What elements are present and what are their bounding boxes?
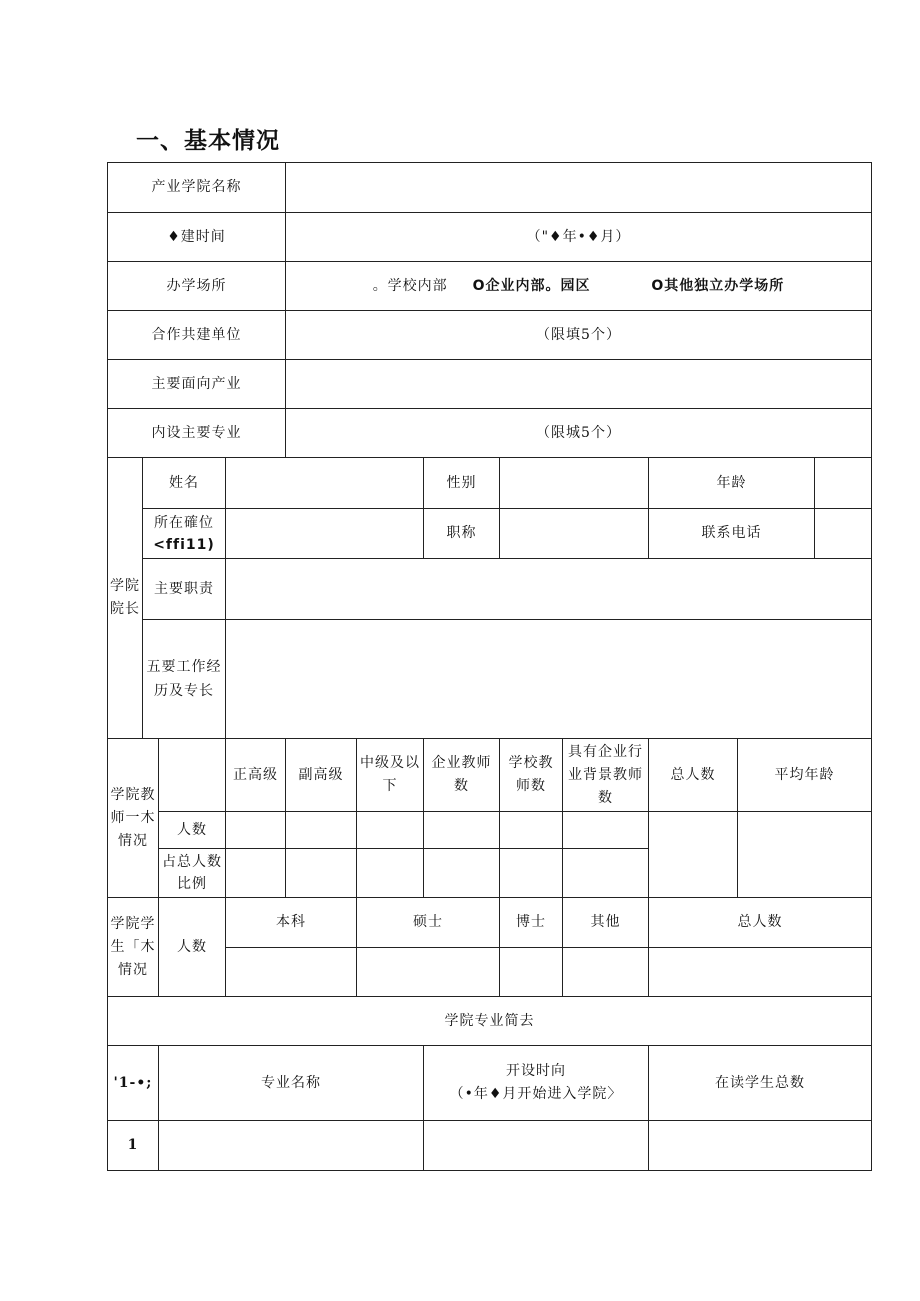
teachers-ratio-school[interactable]	[500, 849, 563, 898]
majors-row-students-field[interactable]	[649, 1121, 872, 1171]
venue-option-independent[interactable]: O其他独立办学场所	[651, 277, 785, 294]
partners-label: 合作共建单位	[108, 311, 286, 360]
teachers-ratio-industry-background[interactable]	[563, 849, 649, 898]
teachers-count-vice-senior[interactable]	[286, 812, 357, 849]
majors-row-index: 1	[108, 1121, 159, 1171]
venue-options[interactable]	[286, 262, 872, 311]
founded-hint: （"♦年•♦月）	[526, 228, 631, 245]
teachers-count-senior[interactable]	[226, 812, 286, 849]
majors-students-header: 在读学生总数	[649, 1046, 872, 1121]
students-header-doctor: 博士	[500, 898, 563, 948]
students-master-field[interactable]	[357, 948, 500, 997]
students-header-undergraduate: 本科	[226, 898, 357, 948]
students-header-master: 硕士	[357, 898, 500, 948]
students-other-field[interactable]	[563, 948, 649, 997]
majors-name-header: 专业名称	[159, 1046, 424, 1121]
students-total-field[interactable]	[649, 948, 872, 997]
teachers-total-field[interactable]	[649, 812, 738, 898]
basic-info-table	[107, 162, 872, 1171]
teachers-ratio-senior[interactable]	[226, 849, 286, 898]
page-heading: 一、基本情况	[136, 128, 280, 154]
teachers-section-label: 学院教师一木情况	[108, 739, 159, 898]
teachers-corner-cell	[159, 739, 226, 812]
founded-label: ♦建时间	[108, 213, 286, 262]
teachers-ratio-intermediate[interactable]	[357, 849, 424, 898]
majors-field[interactable]	[286, 409, 872, 458]
students-section-label: 学院学生「木情况	[108, 898, 159, 997]
teachers-header-enterprise: 企业教师数	[424, 739, 500, 812]
college-name-field[interactable]	[286, 163, 872, 213]
teachers-count-school[interactable]	[500, 812, 563, 849]
dean-title-label: 职称	[424, 509, 500, 559]
teachers-row-count-label: 人数	[159, 812, 226, 849]
majors-label: 内设主要专业	[108, 409, 286, 458]
teachers-ratio-vice-senior[interactable]	[286, 849, 357, 898]
founded-field[interactable]	[286, 213, 872, 262]
teachers-row-ratio-label: 占总人数比例	[159, 849, 226, 898]
majors-row-name-field[interactable]	[159, 1121, 424, 1171]
venue-option-enterprise[interactable]: O企业内部。园区	[472, 277, 591, 294]
dean-unit-label	[143, 509, 226, 559]
college-name-label: 产业学院名称	[108, 163, 286, 213]
majors-row-time-field[interactable]	[424, 1121, 649, 1171]
partners-hint: （限填5个）	[536, 326, 621, 343]
dean-name-field[interactable]	[226, 458, 424, 509]
majors-time-header	[424, 1046, 649, 1121]
dean-title-field[interactable]	[500, 509, 649, 559]
teachers-average-age-field[interactable]	[738, 812, 872, 898]
majors-hint: （限城5个）	[536, 424, 621, 441]
majors-time-header-line2: （•年♦月开始进入学院〉	[449, 1086, 623, 1102]
dean-age-label: 年龄	[649, 458, 815, 509]
teachers-header-average-age: 平均年龄	[738, 739, 872, 812]
teachers-header-intermediate: 中级及以下	[357, 739, 424, 812]
teachers-header-vice-senior: 副高级	[286, 739, 357, 812]
teachers-header-school: 学校教师数	[500, 739, 563, 812]
teachers-header-total: 总人数	[649, 739, 738, 812]
students-header-total: 总人数	[649, 898, 872, 948]
majors-time-header-line1: 开设时向	[506, 1063, 566, 1079]
teachers-count-intermediate[interactable]	[357, 812, 424, 849]
industry-field[interactable]	[286, 360, 872, 409]
dean-section-label: 学院院长	[108, 458, 143, 739]
teachers-header-industry-background: 具有企业行业背景教师数	[563, 739, 649, 812]
students-undergraduate-field[interactable]	[226, 948, 357, 997]
students-doctor-field[interactable]	[500, 948, 563, 997]
industry-label: 主要面向产业	[108, 360, 286, 409]
dean-unit-label-line2: <ffi11)	[153, 536, 215, 553]
teachers-count-enterprise[interactable]	[424, 812, 500, 849]
dean-duty-field[interactable]	[226, 559, 872, 620]
teachers-ratio-enterprise[interactable]	[424, 849, 500, 898]
teachers-header-senior: 正高级	[226, 739, 286, 812]
dean-experience-label: 五要工作经历及专长	[143, 620, 226, 739]
venue-label: 办学场所	[108, 262, 286, 311]
students-header-other: 其他	[563, 898, 649, 948]
dean-phone-field[interactable]	[815, 509, 872, 559]
majors-section-title: 学院专业简去	[108, 997, 872, 1046]
dean-unit-label-line1: 所在確位	[154, 514, 214, 531]
dean-unit-field[interactable]	[226, 509, 424, 559]
venue-option-school[interactable]: 。学校内部	[372, 277, 448, 294]
dean-gender-label: 性别	[424, 458, 500, 509]
majors-index-header: '1-•;	[108, 1046, 159, 1121]
dean-name-label: 姓名	[143, 458, 226, 509]
students-count-label: 人数	[159, 898, 226, 997]
dean-age-field[interactable]	[815, 458, 872, 509]
dean-experience-field[interactable]	[226, 620, 872, 739]
partners-field[interactable]	[286, 311, 872, 360]
dean-duty-label: 主要职责	[143, 559, 226, 620]
dean-phone-label: 联系电话	[649, 509, 815, 559]
dean-gender-field[interactable]	[500, 458, 649, 509]
teachers-count-industry-background[interactable]	[563, 812, 649, 849]
